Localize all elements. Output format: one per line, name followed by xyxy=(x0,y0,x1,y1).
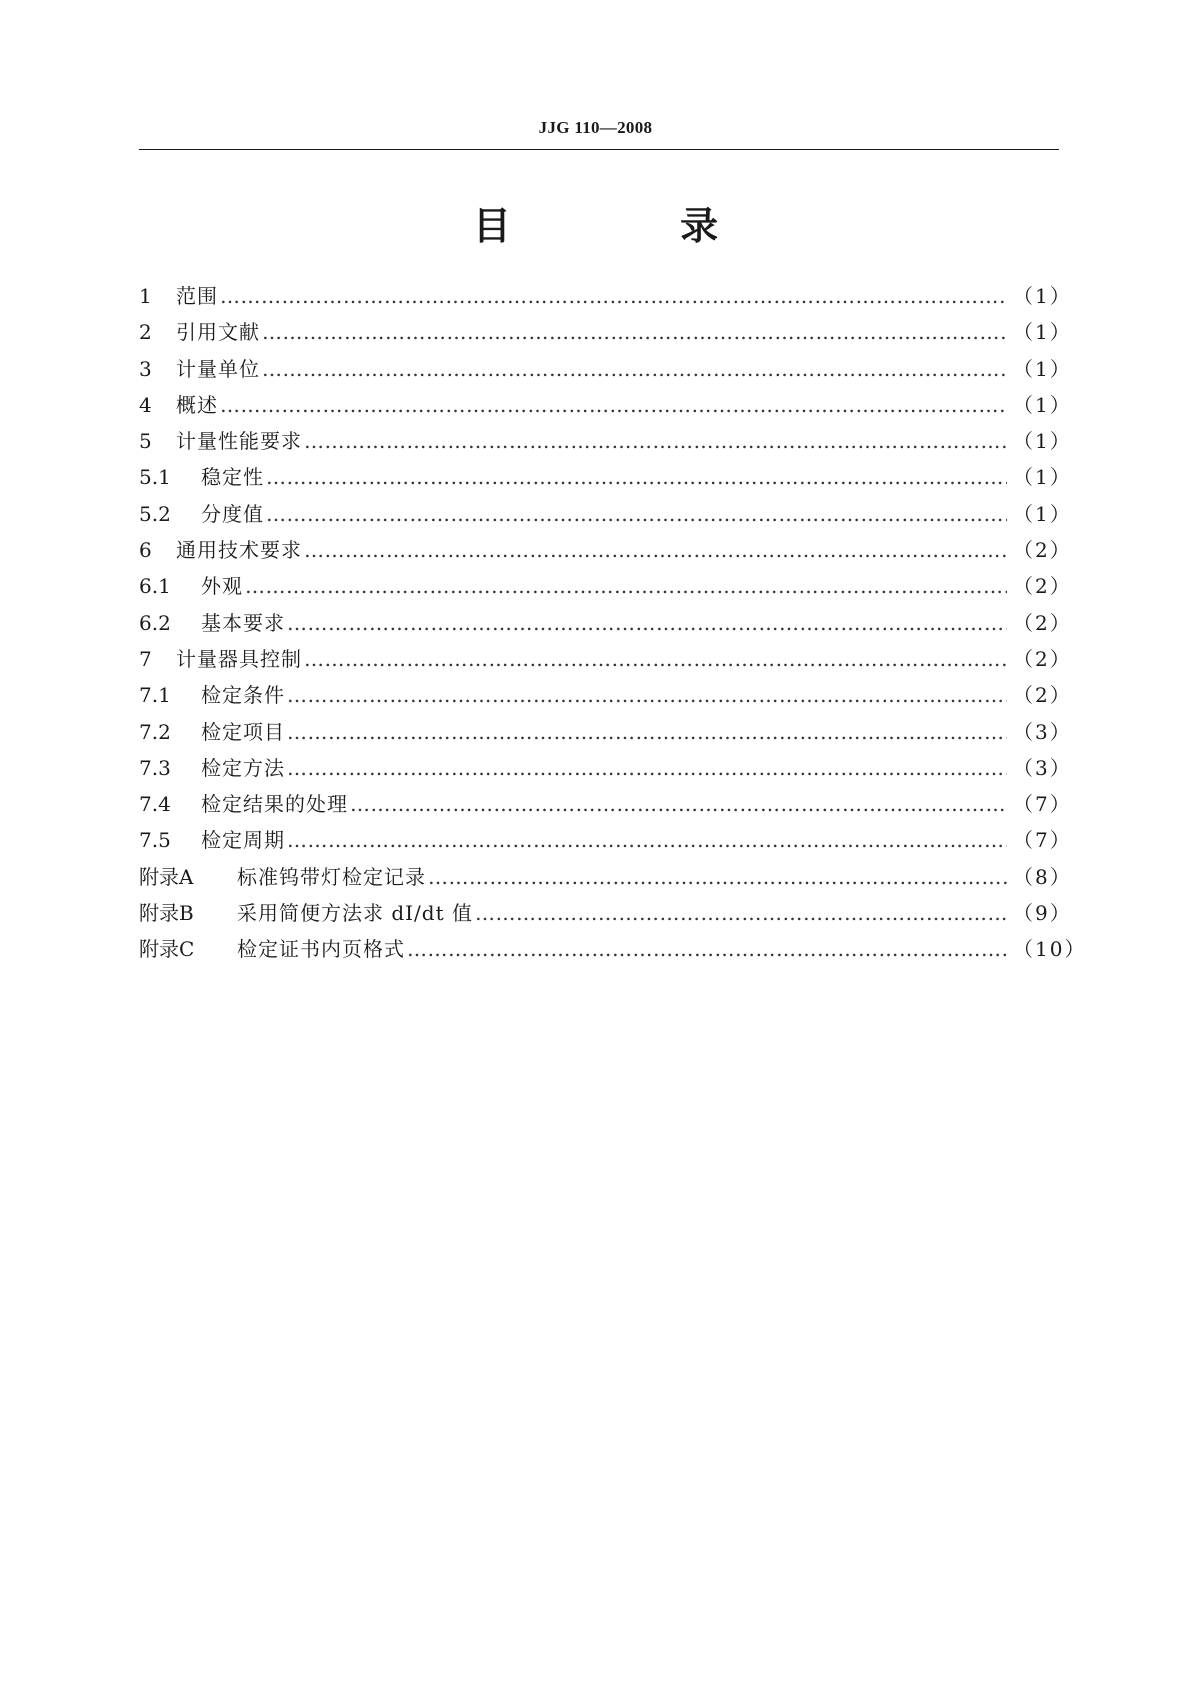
dot-leader xyxy=(350,786,1007,822)
toc-entry-page: （1） xyxy=(1013,429,1072,454)
toc-entry-label: 计量性能要求 xyxy=(176,429,302,454)
toc-entry-appendix-a[interactable] xyxy=(139,859,1072,895)
page-title: 目 录 xyxy=(472,204,797,248)
toc-entry-label: 检定条件 xyxy=(201,683,285,708)
toc-entry-number: 附录B xyxy=(139,901,194,926)
toc-entry-page: （1） xyxy=(1013,320,1072,345)
toc-entry-number: 7.4 xyxy=(139,792,171,817)
toc-entry-number: 4 xyxy=(139,392,152,417)
toc-entry-7-4[interactable] xyxy=(139,786,1072,822)
toc-entry-label: 概述 xyxy=(176,392,218,417)
toc-entry-number: 6.2 xyxy=(139,610,171,635)
toc-entry-page: （10） xyxy=(1013,937,1087,962)
toc-entry-number: 7.1 xyxy=(139,683,171,708)
dot-leader xyxy=(475,895,1007,931)
toc-entry-page: （2） xyxy=(1013,610,1072,635)
toc-entry-number: 1 xyxy=(139,284,152,308)
toc-entry-label: 检定证书内页格式 xyxy=(237,937,405,962)
dot-leader xyxy=(262,314,1007,350)
dot-leader xyxy=(220,278,1007,314)
toc-entry-page: （2） xyxy=(1013,646,1072,671)
dot-leader xyxy=(266,496,1007,532)
toc-entry-page: （1） xyxy=(1013,501,1072,526)
table-of-contents xyxy=(139,278,1087,968)
toc-entry-appendix-c[interactable] xyxy=(139,931,1087,967)
toc-entry-label: 采用简便方法求 dI/dt 值 xyxy=(237,901,473,926)
dot-leader xyxy=(287,822,1007,858)
toc-entry-label: 基本要求 xyxy=(201,610,285,635)
toc-entry-label: 标准钨带灯检定记录 xyxy=(237,864,426,889)
toc-entry-7-3[interactable] xyxy=(139,750,1072,786)
toc-entry-5[interactable] xyxy=(139,423,1072,459)
dot-leader xyxy=(287,750,1007,786)
toc-entry-page: （3） xyxy=(1013,719,1072,744)
toc-entry-label: 检定周期 xyxy=(201,828,285,853)
toc-entry-5-2[interactable] xyxy=(139,496,1072,532)
toc-entry-number: 5.2 xyxy=(139,501,171,526)
toc-entry-number: 5 xyxy=(139,429,152,454)
toc-entry-7-2[interactable] xyxy=(139,714,1072,750)
toc-entry-label: 通用技术要求 xyxy=(176,538,302,563)
dot-leader xyxy=(287,677,1007,713)
toc-entry-6-2[interactable] xyxy=(139,605,1072,641)
toc-entry-number: 7 xyxy=(139,646,152,671)
toc-entry-number: 附录C xyxy=(139,937,195,962)
toc-entry-6-1[interactable] xyxy=(139,568,1072,604)
toc-entry-label: 分度值 xyxy=(201,501,264,526)
toc-entry-label: 检定方法 xyxy=(201,755,285,780)
toc-entry-label: 计量单位 xyxy=(176,356,260,381)
toc-entry-2[interactable] xyxy=(139,314,1072,350)
toc-entry-4[interactable] xyxy=(139,387,1072,423)
toc-entry-page: （1） xyxy=(1013,392,1072,417)
toc-entry-label: 引用文献 xyxy=(176,320,260,345)
toc-entry-page: （2） xyxy=(1013,538,1072,563)
toc-entry-page: （7） xyxy=(1013,792,1072,817)
document-header-code: JJG 110—2008 xyxy=(538,118,653,137)
toc-entry-label: 计量器具控制 xyxy=(176,646,302,671)
dot-leader xyxy=(304,532,1007,568)
toc-entry-page: （1） xyxy=(1013,465,1072,490)
dot-leader xyxy=(287,605,1007,641)
toc-entry-page: （8） xyxy=(1013,864,1072,889)
toc-entry-page: （1） xyxy=(1013,284,1072,308)
toc-entry-number: 附录A xyxy=(139,864,194,889)
toc-entry-7[interactable] xyxy=(139,641,1072,677)
toc-entry-number: 6.1 xyxy=(139,574,171,599)
dot-leader xyxy=(304,423,1007,459)
dot-leader xyxy=(304,641,1007,677)
dot-leader xyxy=(287,714,1007,750)
toc-entry-number: 5.1 xyxy=(139,465,171,490)
toc-entry-label: 稳定性 xyxy=(201,465,264,490)
toc-entry-number: 2 xyxy=(139,320,152,345)
dot-leader xyxy=(266,459,1007,495)
toc-entry-label: 外观 xyxy=(201,574,243,599)
toc-entry-appendix-b[interactable] xyxy=(139,895,1072,931)
toc-entry-3[interactable] xyxy=(139,351,1072,387)
toc-entry-6[interactable] xyxy=(139,532,1072,568)
toc-entry-1[interactable] xyxy=(139,278,1072,314)
toc-entry-label: 检定结果的处理 xyxy=(201,792,348,817)
toc-entry-page: （3） xyxy=(1013,755,1072,780)
toc-entry-number: 3 xyxy=(139,356,152,381)
toc-entry-7-1[interactable] xyxy=(139,677,1072,713)
toc-entry-5-1[interactable] xyxy=(139,459,1072,495)
toc-entry-number: 7.2 xyxy=(139,719,171,744)
toc-entry-page: （1） xyxy=(1013,356,1072,381)
toc-entry-number: 7.3 xyxy=(139,755,171,780)
dot-leader xyxy=(407,931,1007,967)
toc-entry-number: 6 xyxy=(139,538,152,563)
dot-leader xyxy=(245,568,1007,604)
toc-entry-page: （9） xyxy=(1013,901,1072,926)
toc-entry-7-5[interactable] xyxy=(139,822,1072,858)
toc-entry-page: （7） xyxy=(1013,828,1072,853)
toc-entry-number: 7.5 xyxy=(139,828,171,853)
dot-leader xyxy=(428,859,1007,895)
toc-entry-label: 检定项目 xyxy=(201,719,285,744)
header-divider xyxy=(139,149,1059,150)
dot-leader xyxy=(220,387,1007,423)
toc-entry-page: （2） xyxy=(1013,683,1072,708)
toc-entry-label: 范围 xyxy=(176,284,218,308)
dot-leader xyxy=(262,351,1007,387)
toc-entry-page: （2） xyxy=(1013,574,1072,599)
